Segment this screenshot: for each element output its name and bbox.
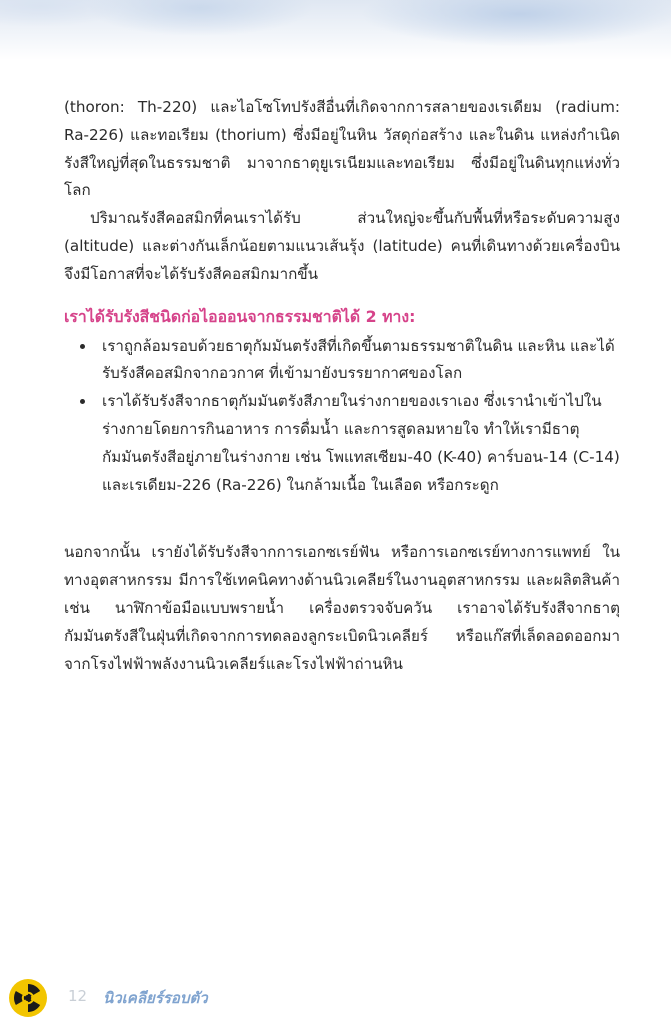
list-item [80, 388, 620, 499]
book-title: นิวเคลียร์รอบตัว [103, 989, 208, 1007]
list-item-text: เราถูกล้อมรอบด้วยธาตุกัมมันตรังสีที่เกิดขึ้นตามธรรมชาติในดิน และหิน และได้รับรังสีคอสมิกจากอวกาศ ที่เข้ามายังบรรยากาศของโลก [102, 336, 615, 383]
bullet-list [64, 333, 620, 500]
sky-header-image [0, 0, 671, 60]
bullet-dot-icon [80, 399, 85, 404]
section-heading: เราได้รับรังสีชนิดก่อไอออนจากธรรมชาติได้ 2 ทาง: [64, 306, 416, 326]
spacer [64, 499, 620, 539]
list-item-text: เราได้รับรังสีจากธาตุกัมมันตรังสีภายในร่างกายของเราเอง ซึ่งเรานำเข้าไปในร่างกายโดยการกินอาหาร การดื่มน้ำ และการสูดลมหายใจ ทำให้เรามีธาตุกัมมันตรังสีอยู่ภายในร่างกาย เช่น โพแทสเซียม-40 (K-40) คาร์บอน-14 (C-14) และเรเดียม-226 (Ra-226) ในกล้ามเนื้อ ในเลือด หรือกระดูก [102, 392, 620, 494]
list-item [80, 333, 620, 389]
page-content [64, 94, 620, 678]
bullet-dot-icon [80, 344, 85, 349]
paragraph-other-sources: นอกจากนั้น เรายังได้รับรังสีจากการเอกซเรย์ฟัน หรือการเอกซเรย์ทางการแพทย์ ในทางอุตสาหกรรม มีการใช้เทคนิคทางด้านนิวเคลียร์ในงานอุตสาหกรรม และผลิตสินค้า เช่น นาฬิกาข้อมือแบบพรายน้ำ เครื่องตรวจจับควัน เราอาจได้รับรังสีจากธาตุกัมมันตรังสีในฝุ่นที่เกิดจากการทดลองลูกระเบิดนิวเคลียร์ หรือแก๊สที่เล็ดลอดออกมาจากโรงไฟฟ้าพลังงานนิวเคลียร์และโรงไฟฟ้าถ่านหิน [64, 543, 620, 673]
page-number: 12 [68, 987, 88, 1005]
radiation-icon [8, 978, 48, 1018]
paragraph-thoron: (thoron: Th-220) และไอโซโทปรังสีอื่นที่เกิดจากการสลายของเรเดียม (radium: Ra-226) และทอเรียม (thorium) ซึ่งมีอยู่ในหิน วัสดุก่อสร้าง และในดิน แหล่งกำเนิดรังสีใหญ่ที่สุดในธรรมชาติ มาจากธาตุยูเรเนียมและทอเรียม ซึ่งมีอยู่ในดินทุกแห่งทั่วโลก [64, 98, 620, 200]
paragraph-cosmic-radiation: ปริมาณรังสีคอสมิกที่คนเราได้รับ ส่วนใหญ่จะขึ้นกับพื้นที่หรือระดับความสูง (altitude) และต่างกันเล็กน้อยตามแนวเส้นรุ้ง (latitude) คนที่เดินทางด้วยเครื่องบิน จึงมีโอกาสที่จะได้รับรังสีคอสมิกมากขึ้น [64, 209, 620, 283]
page-footer [8, 978, 308, 1018]
